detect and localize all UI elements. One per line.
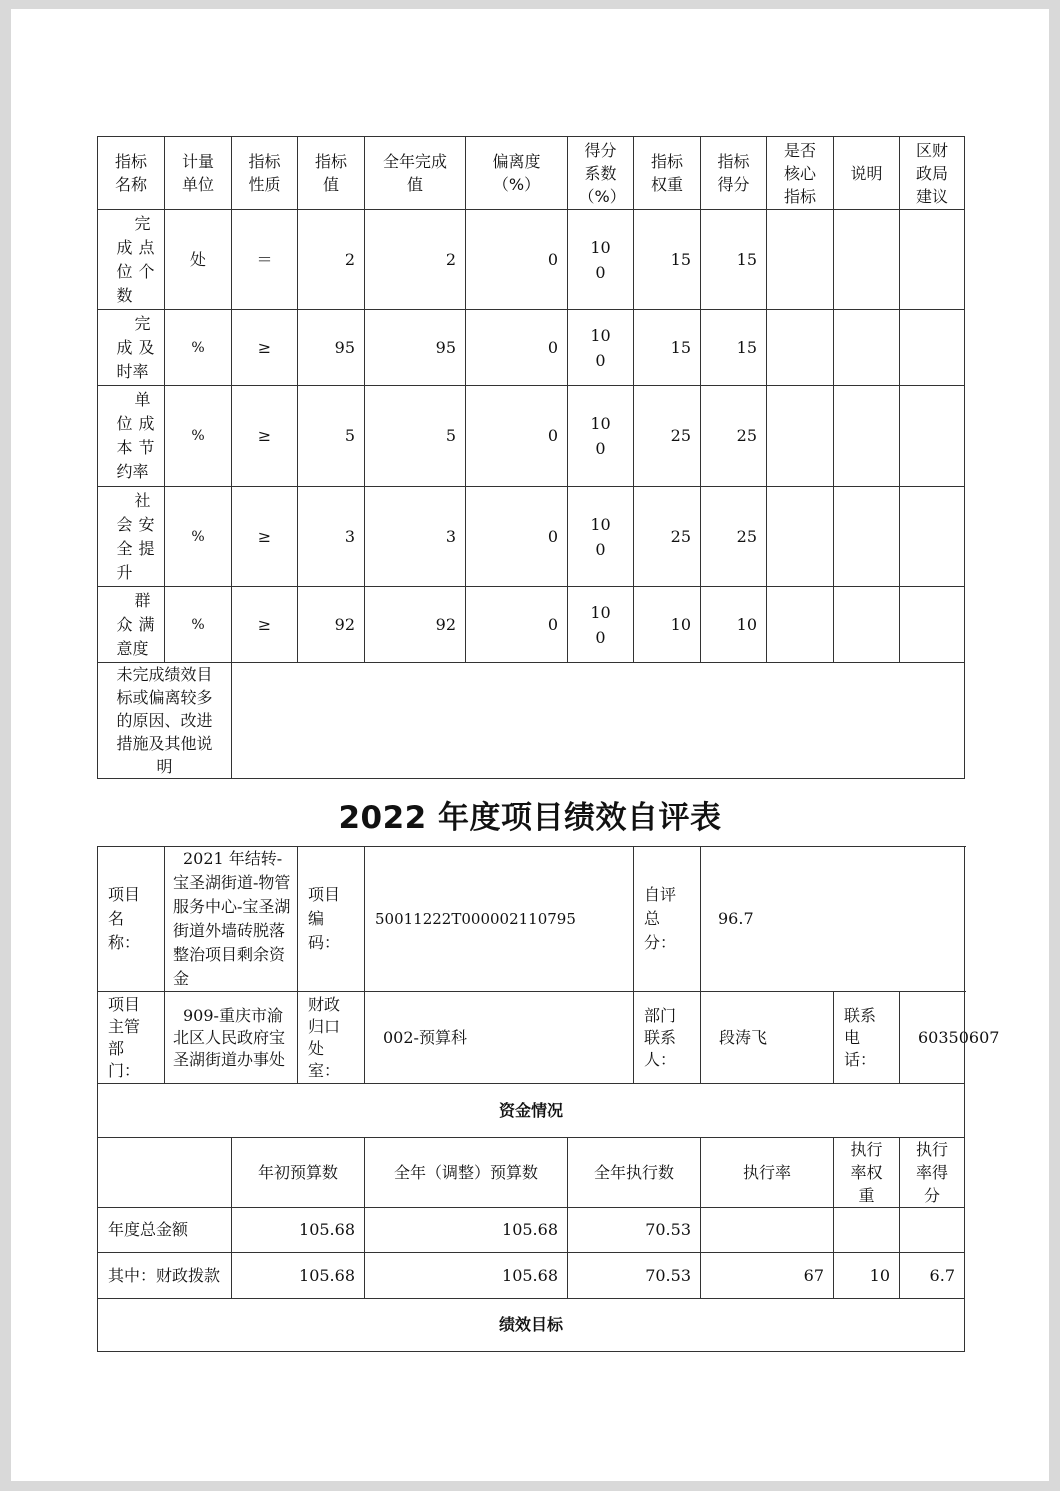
indicator-name: 群众满意度 [98, 587, 165, 663]
funds-row [98, 1208, 965, 1253]
funds-initial: 105.68 [232, 1208, 365, 1253]
indicator-row [98, 210, 965, 310]
header-actual: 全年完成值 [365, 137, 466, 210]
indicator-score: 25 [701, 487, 767, 587]
office-value: 002-预算科 [365, 992, 634, 1084]
indicator-advice [900, 310, 965, 386]
office-label: 财政归口处室： [298, 992, 365, 1084]
indicator-weight: 15 [634, 210, 701, 310]
indicator-row [98, 386, 965, 487]
funds-executed: 70.53 [568, 1253, 701, 1299]
indicator-core [767, 487, 834, 587]
indicator-name: 社会安全提升 [98, 487, 165, 587]
funds-title-row [98, 1084, 965, 1138]
indicator-deviation: 0 [466, 587, 568, 663]
indicator-coefficient: 10 0 [568, 487, 634, 587]
funds-row-label: 其中：财政拨款 [98, 1253, 232, 1299]
indicator-unit: % [165, 487, 232, 587]
header-unit: 计量单位 [165, 137, 232, 210]
indicator-advice [900, 587, 965, 663]
indicator-deviation: 0 [466, 487, 568, 587]
indicator-actual: 2 [365, 210, 466, 310]
self-score-label: 自评总分： [634, 847, 701, 992]
indicator-note [834, 310, 900, 386]
header-weight: 指标权重 [634, 137, 701, 210]
project-code-label: 项目编码： [298, 847, 365, 992]
indicator-coefficient: 10 0 [568, 587, 634, 663]
indicator-note [834, 587, 900, 663]
indicator-advice [900, 210, 965, 310]
project-table [97, 846, 1000, 1352]
phone-value: 60350607 [900, 992, 965, 1084]
indicator-actual: 5 [365, 386, 466, 487]
project-info-row [98, 847, 965, 992]
indicator-core [767, 386, 834, 487]
header-coefficient: 得分系数（%） [568, 137, 634, 210]
header-deviation: 偏离度（%） [466, 137, 568, 210]
indicator-weight: 25 [634, 487, 701, 587]
indicator-coefficient: 10 0 [568, 386, 634, 487]
header-target: 指标值 [298, 137, 365, 210]
indicator-table [97, 136, 965, 779]
funds-row [98, 1253, 965, 1299]
indicator-name: 完成及时率 [98, 310, 165, 386]
indicator-core [767, 310, 834, 386]
indicator-nature: ≥ [232, 587, 298, 663]
funds-row-label: 年度总金额 [98, 1208, 232, 1253]
indicator-unit: 处 [165, 210, 232, 310]
phone-label: 联系电话： [834, 992, 900, 1084]
indicator-deviation: 0 [466, 386, 568, 487]
header-note: 说明 [834, 137, 900, 210]
indicator-row [98, 310, 965, 386]
indicator-nature: ≥ [232, 487, 298, 587]
indicator-row [98, 487, 965, 587]
indicator-core [767, 210, 834, 310]
indicator-actual: 92 [365, 587, 466, 663]
department-label: 项目主管部门： [98, 992, 165, 1084]
indicator-header-row [98, 137, 965, 210]
indicator-score: 25 [701, 386, 767, 487]
indicator-name: 单位成本节约率 [98, 386, 165, 487]
indicator-row [98, 587, 965, 663]
reason-label: 未完成绩效目标或偏离较多的原因、改进措施及其他说明 [98, 663, 232, 779]
header-advice: 区财政局建议 [900, 137, 965, 210]
indicator-note [834, 386, 900, 487]
indicator-name: 完成点位个数 [98, 210, 165, 310]
funds-weight: 10 [834, 1253, 900, 1299]
funds-header-blank [98, 1138, 232, 1208]
indicator-actual: 95 [365, 310, 466, 386]
indicator-unit: % [165, 310, 232, 386]
funds-weight [834, 1208, 900, 1253]
indicator-nature: ≥ [232, 386, 298, 487]
funds-executed: 70.53 [568, 1208, 701, 1253]
self-score-value: 96.7 [701, 847, 965, 992]
funds-rate [701, 1208, 834, 1253]
funds-header-executed: 全年执行数 [568, 1138, 701, 1208]
indicator-score: 15 [701, 210, 767, 310]
indicator-target: 3 [298, 487, 365, 587]
funds-score: 6.7 [900, 1253, 965, 1299]
funds-title: 资金情况 [98, 1084, 965, 1138]
indicator-advice [900, 386, 965, 487]
funds-initial: 105.68 [232, 1253, 365, 1299]
project-code-value: 50011222T000002110795 [365, 847, 634, 992]
indicator-deviation: 0 [466, 310, 568, 386]
funds-adjusted: 105.68 [365, 1253, 568, 1299]
indicator-nature: ＝ [232, 210, 298, 310]
indicator-target: 92 [298, 587, 365, 663]
indicator-unit: % [165, 587, 232, 663]
indicator-actual: 3 [365, 487, 466, 587]
indicator-coefficient: 10 0 [568, 310, 634, 386]
department-row [98, 992, 965, 1084]
indicator-core [767, 587, 834, 663]
goals-title: 绩效目标 [98, 1299, 965, 1352]
funds-score [900, 1208, 965, 1253]
indicator-unit: % [165, 386, 232, 487]
indicator-target: 95 [298, 310, 365, 386]
indicator-score: 15 [701, 310, 767, 386]
reason-row [98, 663, 965, 779]
indicator-weight: 15 [634, 310, 701, 386]
indicator-note [834, 487, 900, 587]
header-nature: 指标性质 [232, 137, 298, 210]
funds-header-weight: 执行率权重 [834, 1138, 900, 1208]
indicator-weight: 10 [634, 587, 701, 663]
funds-header-initial: 年初预算数 [232, 1138, 365, 1208]
header-indicator-name: 指标名称 [98, 137, 165, 210]
funds-rate: 67 [701, 1253, 834, 1299]
reason-value [232, 663, 965, 779]
contact-label: 部门联系人： [634, 992, 701, 1084]
funds-header-adjusted: 全年（调整）预算数 [365, 1138, 568, 1208]
indicator-target: 5 [298, 386, 365, 487]
project-name-label: 项目名称： [98, 847, 165, 992]
indicator-advice [900, 487, 965, 587]
indicator-coefficient: 10 0 [568, 210, 634, 310]
indicator-weight: 25 [634, 386, 701, 487]
indicator-score: 10 [701, 587, 767, 663]
indicator-note [834, 210, 900, 310]
header-core: 是否核心指标 [767, 137, 834, 210]
department-value: 909-重庆市渝北区人民政府宝圣湖街道办事处 [165, 992, 298, 1084]
indicator-deviation: 0 [466, 210, 568, 310]
funds-header-rate: 执行率 [701, 1138, 834, 1208]
project-name-value: 2021 年结转-宝圣湖街道-物管服务中心-宝圣湖街道外墙砖脱落整治项目剩余资金 [165, 847, 298, 992]
header-score: 指标得分 [701, 137, 767, 210]
page-title: 2022 年度项目绩效自评表 [338, 800, 722, 836]
funds-header-row [98, 1138, 965, 1208]
indicator-target: 2 [298, 210, 365, 310]
funds-header-score: 执行率得分 [900, 1138, 965, 1208]
funds-adjusted: 105.68 [365, 1208, 568, 1253]
goals-title-row [98, 1299, 965, 1352]
indicator-nature: ≥ [232, 310, 298, 386]
contact-value: 段涛飞 [701, 992, 834, 1084]
